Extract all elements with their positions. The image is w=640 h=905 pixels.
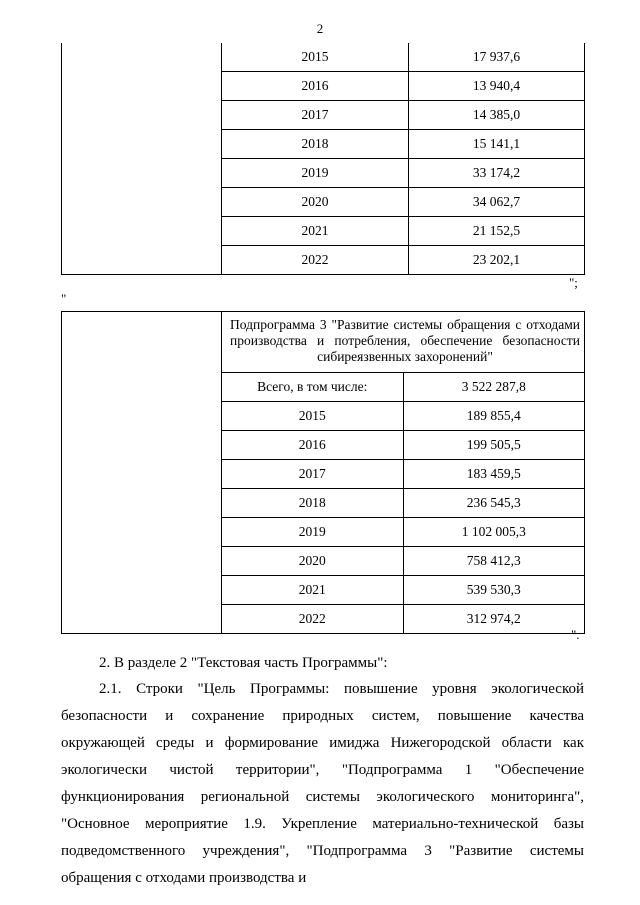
page-number: 2 xyxy=(316,21,324,36)
value-cell: 23 202,1 xyxy=(409,246,585,275)
year-cell: 2016 xyxy=(222,431,404,460)
year-cell: 2019 xyxy=(222,518,404,547)
section-paragraph: 2. В разделе 2 "Текстовая часть Программы": xyxy=(99,655,388,671)
subprogram-title: Подпрограмма 3 "Развитие системы обращения с отходами производства и потребления, обеспечение безопасности сибиреязвенных захоронений" xyxy=(222,312,585,373)
value-cell: 21 152,5 xyxy=(409,217,585,246)
year-cell: 2022 xyxy=(222,246,409,275)
left-blank-cell xyxy=(62,312,222,634)
value-cell: 539 530,3 xyxy=(403,576,585,605)
title-row xyxy=(62,312,585,373)
table2-body xyxy=(62,312,585,634)
year-cell: 2019 xyxy=(222,159,409,188)
closing-quote-2: ". xyxy=(571,627,580,642)
table1-body xyxy=(62,43,585,275)
year-cell: 2021 xyxy=(222,576,404,605)
opening-quote: " xyxy=(61,291,67,306)
value-cell: 312 974,2 xyxy=(403,605,585,634)
year-cell: 2015 xyxy=(222,43,409,72)
year-cell: 2018 xyxy=(222,130,409,159)
value-cell: 15 141,1 xyxy=(409,130,585,159)
closing-quote-1: "; xyxy=(569,275,578,290)
funding-table-continued xyxy=(61,43,585,275)
value-cell: 236 545,3 xyxy=(403,489,585,518)
year-cell: 2020 xyxy=(222,188,409,217)
value-cell: 1 102 005,3 xyxy=(403,518,585,547)
value-cell: 13 940,4 xyxy=(409,72,585,101)
year-cell: 2018 xyxy=(222,489,404,518)
year-cell: 2015 xyxy=(222,402,404,431)
value-cell: 199 505,5 xyxy=(403,431,585,460)
subprogram3-table xyxy=(61,311,585,634)
value-cell: 183 459,5 xyxy=(403,460,585,489)
value-cell: 758 412,3 xyxy=(403,547,585,576)
value-cell: 33 174,2 xyxy=(409,159,585,188)
value-cell: 189 855,4 xyxy=(403,402,585,431)
year-cell: 2016 xyxy=(222,72,409,101)
year-cell: 2020 xyxy=(222,547,404,576)
body-paragraph: 2.1. Строки "Цель Программы: повышение уровня экологической безопасности и сохранение природных систем, повышение качества окружающей среды и формирование имиджа Нижегородской области как экологически чистой территории", "Подпрограмма 1 "Обеспечение функционирования региональной системы экологического мониторинга", "Основное мероприятие 1.9. Укрепление материально-технической базы подведомственного учреждения", "Подпрограмма 3 "Развитие системы обращения с отходами производства и xyxy=(61,681,584,886)
year-cell: 2017 xyxy=(222,101,409,130)
year-cell: 2022 xyxy=(222,605,404,634)
year-cell: 2021 xyxy=(222,217,409,246)
value-cell: 14 385,0 xyxy=(409,101,585,130)
total-label: Всего, в том числе: xyxy=(222,373,404,402)
year-cell: 2017 xyxy=(222,460,404,489)
table-row xyxy=(62,43,585,72)
value-cell: 34 062,7 xyxy=(409,188,585,217)
value-cell: 17 937,6 xyxy=(409,43,585,72)
total-value: 3 522 287,8 xyxy=(403,373,585,402)
left-blank-cell xyxy=(62,43,222,275)
